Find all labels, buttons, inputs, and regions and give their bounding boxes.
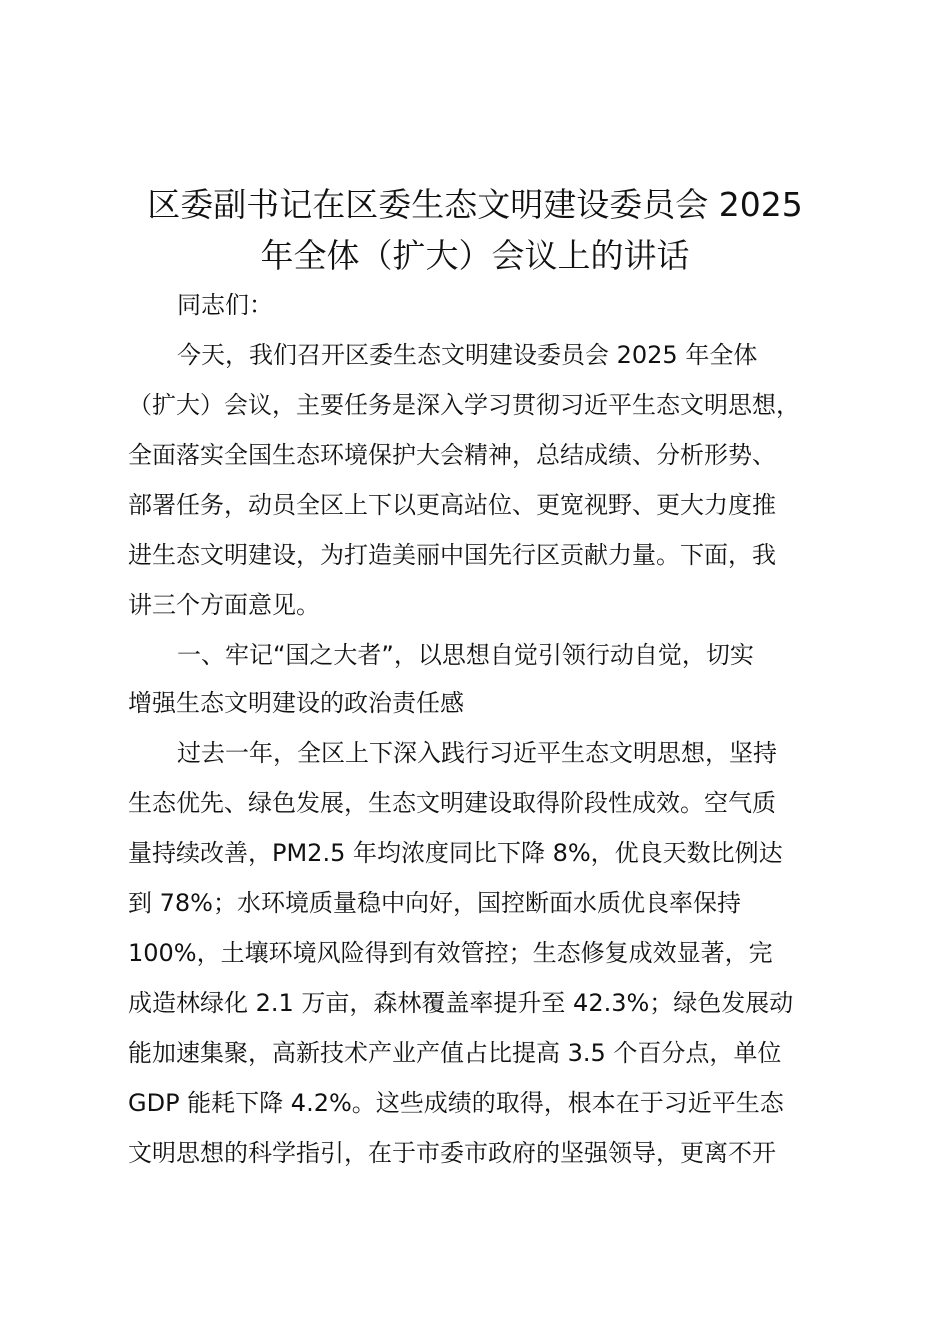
paragraph-line: 过去一年，全区上下深入践行习近平生态文明思想，坚持 [177,739,777,767]
paragraph-line: 文明思想的科学指引，在于市委市政府的坚强领导，更离不开 [128,1139,776,1167]
paragraph-line: 全面落实全国生态环境保护大会精神，总结成绩、分析形势、 [128,441,776,469]
paragraph-line: 讲三个方面意见。 [128,591,320,619]
salutation: 同志们： [177,291,273,319]
document-title-line-1: 区委副书记在区委生态文明建设委员会 2025 [147,185,803,224]
paragraph-line: 部署任务，动员全区上下以更高站位、更宽视野、更大力度推 [128,491,776,519]
paragraph-line: 生态优先、绿色发展，生态文明建设取得阶段性成效。空气质 [128,789,776,817]
paragraph-line: 今天，我们召开区委生态文明建设委员会 2025 年全体 [177,341,758,369]
section-heading-line: 一、牢记“国之大者”，以思想自觉引领行动自觉，切实 [177,641,754,669]
paragraph-line: 100%，土壤环境风险得到有效管控；生态修复成效显著，完 [128,939,773,967]
document-title-line-2: 年全体（扩大）会议上的讲话 [260,236,690,275]
paragraph-line: （扩大）会议，主要任务是深入学习贯彻习近平生态文明思想， [128,391,800,419]
paragraph-line: GDP 能耗下降 4.2%。这些成绩的取得，根本在于习近平生态 [128,1089,784,1117]
paragraph-line: 量持续改善，PM2.5 年均浓度同比下降 8%，优良天数比例达 [128,839,783,867]
paragraph-line: 能加速集聚，高新技术产业产值占比提高 3.5 个百分点，单位 [128,1039,782,1067]
paragraph-line: 成造林绿化 2.1 万亩，森林覆盖率提升至 42.3%；绿色发展动 [128,989,794,1017]
section-heading-line: 增强生态文明建设的政治责任感 [128,689,464,717]
paragraph-line: 到 78%；水环境质量稳中向好，国控断面水质优良率保持 [128,889,741,917]
paragraph-line: 进生态文明建设，为打造美丽中国先行区贡献力量。下面，我 [128,541,776,569]
